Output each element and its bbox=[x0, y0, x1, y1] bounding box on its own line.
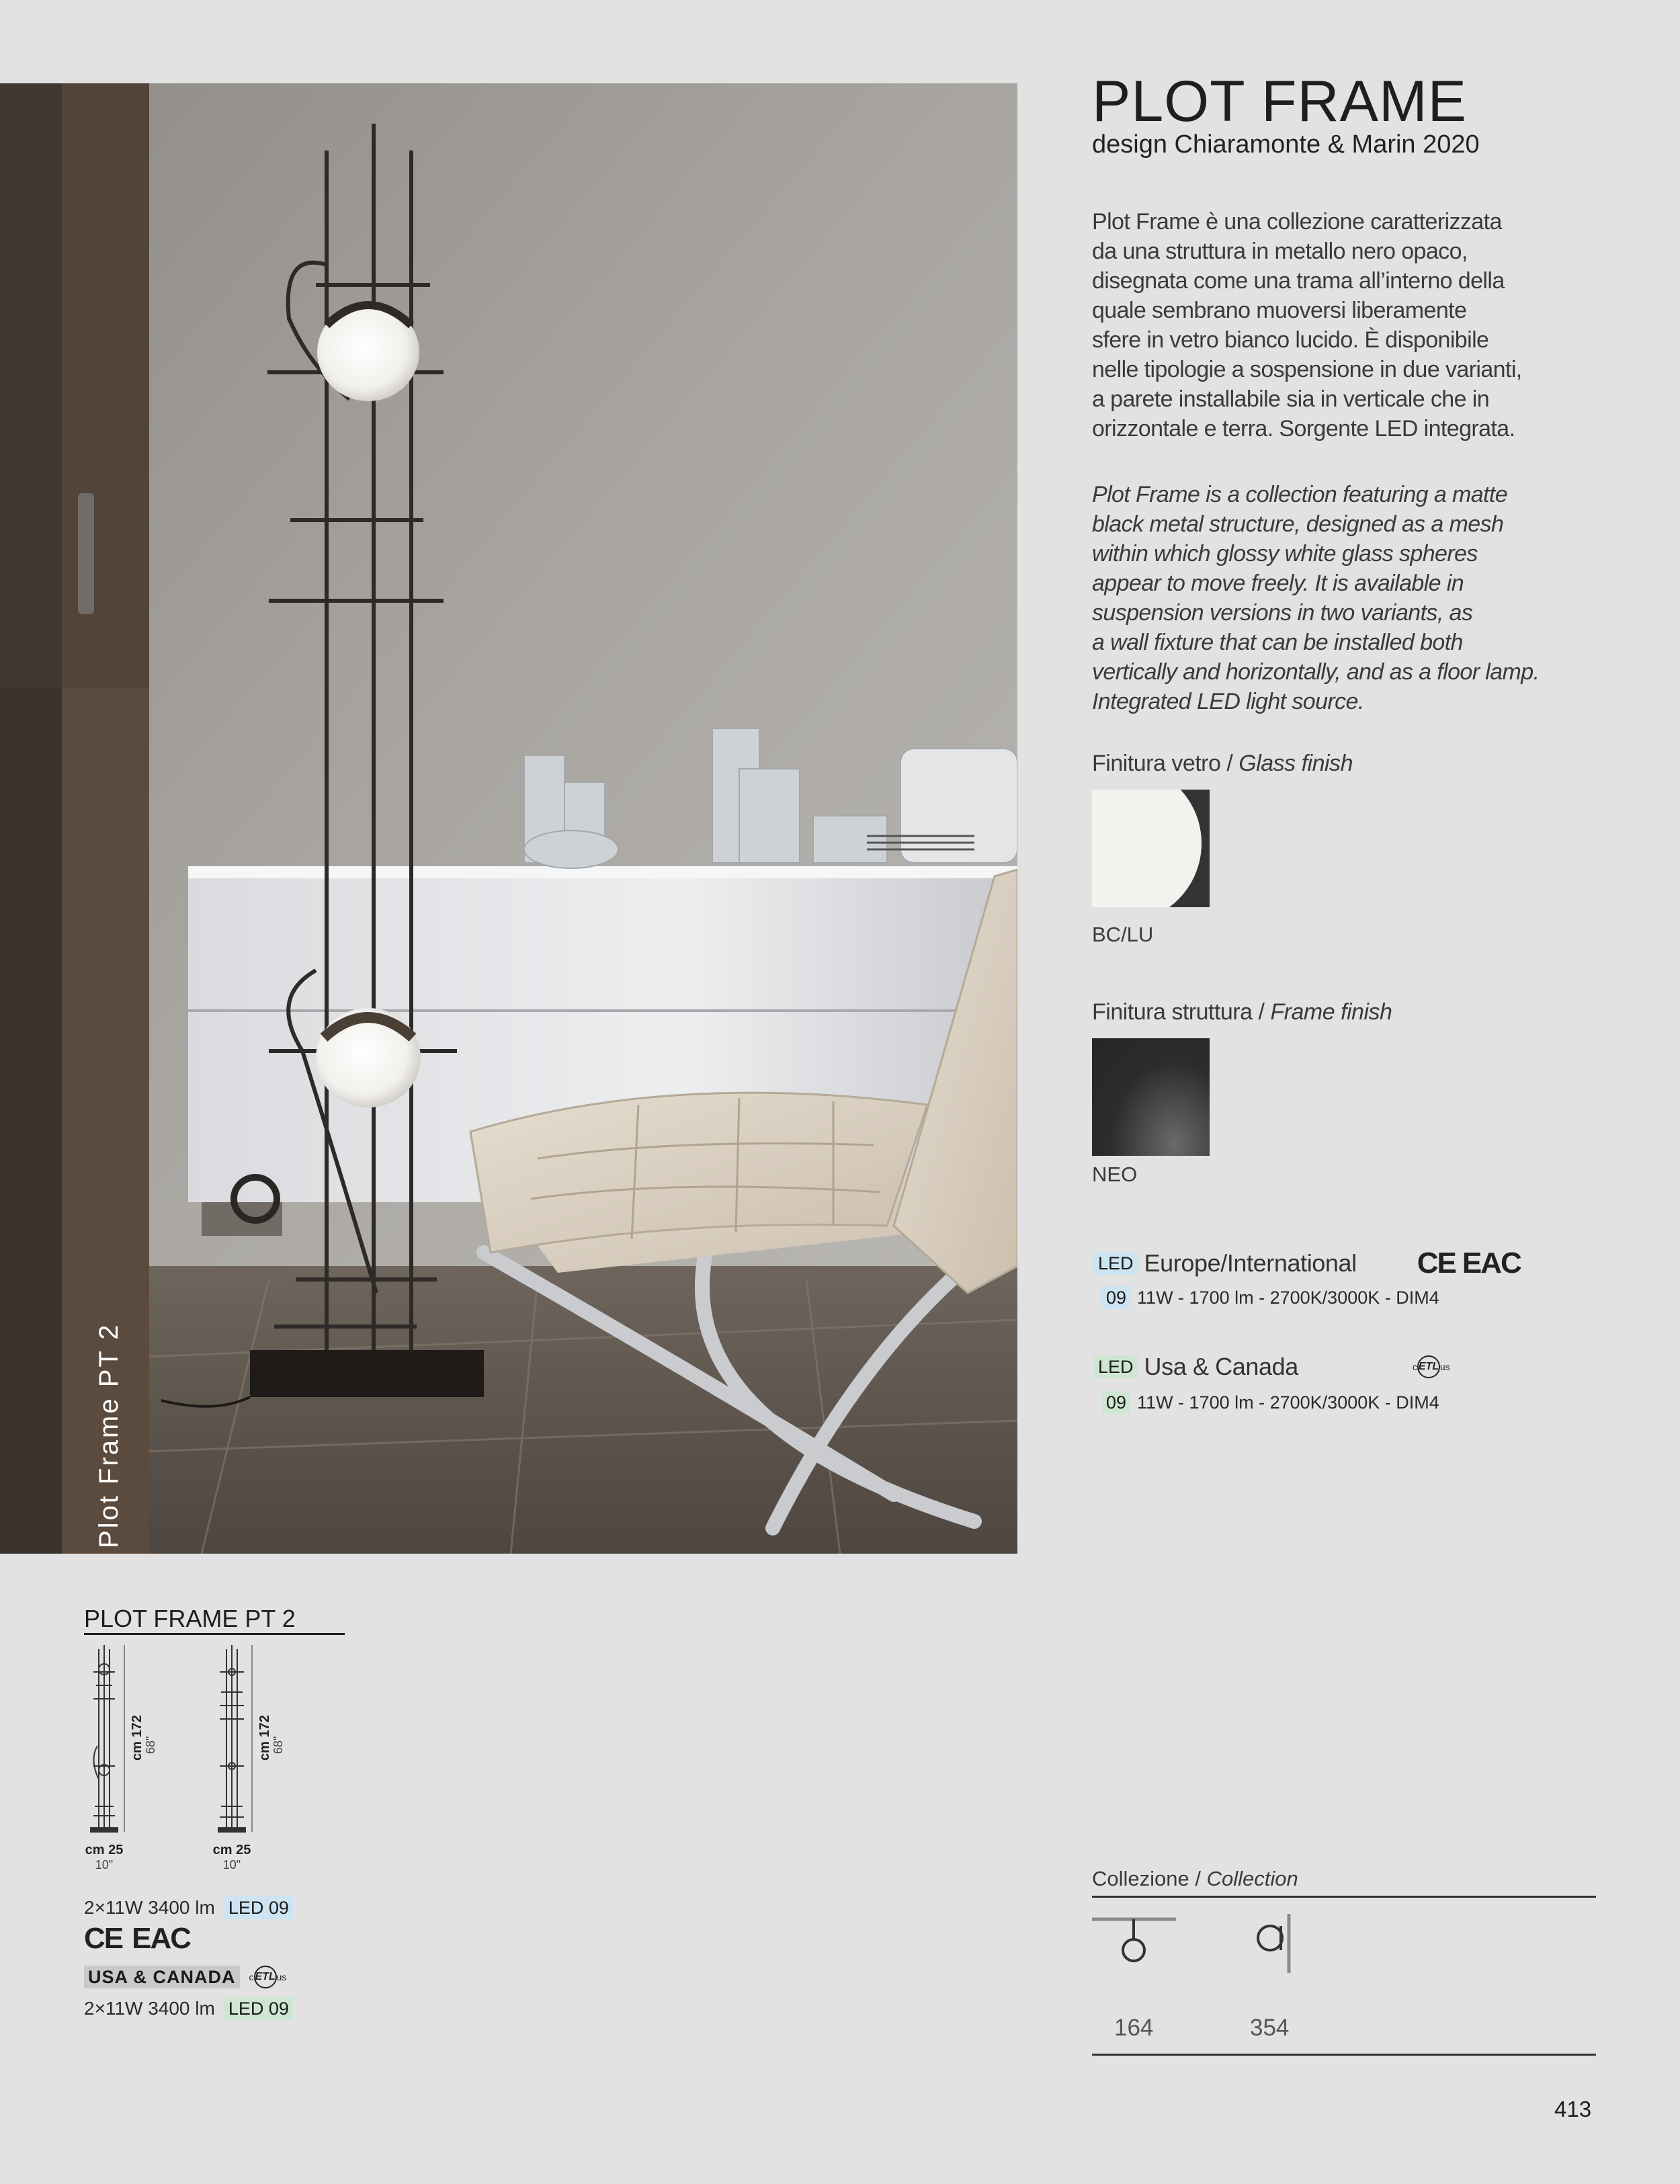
usa-canada-badge: USA & CANADA bbox=[84, 1966, 240, 1988]
etl-listed-icon: c ETL us bbox=[1413, 1355, 1450, 1378]
description-line: vertically and horizontally, and as a floor lamp. bbox=[1092, 659, 1540, 685]
led-europe-spec bbox=[1102, 1286, 1439, 1309]
ce-mark-icon: CE bbox=[1417, 1247, 1456, 1279]
led-europe-row bbox=[1094, 1247, 1521, 1280]
glass-finish-label: Finitura vetro / Glass finish bbox=[1092, 751, 1353, 776]
led-badge: LED 09 bbox=[224, 1896, 293, 1919]
etl-listed-icon: c ETL us bbox=[249, 1966, 287, 1988]
glass-finish-code: BC/LU bbox=[1092, 923, 1154, 946]
led-code-badge: 09 bbox=[1102, 1286, 1130, 1309]
wall-lamp-icon[interactable] bbox=[1250, 1914, 1304, 1974]
description-line: black metal structure, designed as a mesh bbox=[1092, 511, 1504, 537]
frame-finish-swatch[interactable] bbox=[1092, 1038, 1210, 1156]
collection-label: Collezione / Collection bbox=[1092, 1867, 1298, 1890]
eac-mark-icon: EAC bbox=[132, 1922, 191, 1955]
product-title-rule bbox=[84, 1633, 345, 1635]
description-line: Plot Frame è una collezione caratterizzata bbox=[1092, 209, 1502, 235]
frame-finish-code: NEO bbox=[1092, 1163, 1138, 1186]
description-italian bbox=[1092, 207, 1623, 444]
region-europe: Europe/International bbox=[1144, 1249, 1357, 1277]
description-line: Plot Frame is a collection featuring a matte bbox=[1092, 482, 1508, 507]
description-line: sfere in vetro bianco lucido. È disponibile bbox=[1092, 327, 1489, 353]
product-spec-usa-text: 2×11W 3400 lm bbox=[84, 1998, 215, 2019]
page-title: PLOT FRAME bbox=[1092, 69, 1467, 134]
product-title: PLOT FRAME PT 2 bbox=[84, 1605, 296, 1632]
description-line: suspension versions in two variants, as bbox=[1092, 600, 1473, 626]
collection-item-354[interactable]: 354 bbox=[1250, 2015, 1290, 2041]
front-width-dimension: cm 25 10" bbox=[85, 1843, 124, 1872]
led-usa-spec bbox=[1102, 1391, 1439, 1414]
glass-swatch-color bbox=[1092, 790, 1202, 907]
description-line: disegnata come una trama all’interno della bbox=[1092, 268, 1505, 294]
side-height-inches: 68" bbox=[271, 1736, 285, 1754]
glass-sphere-swatch-image bbox=[1092, 790, 1210, 907]
region-usa-canada: Usa & Canada bbox=[1144, 1353, 1298, 1380]
ce-mark-icon: CE bbox=[84, 1922, 123, 1955]
description-line: da una struttura in metallo nero opaco, bbox=[1092, 239, 1468, 264]
description-line: quale sembrano muoversi liberamente bbox=[1092, 298, 1467, 323]
product-spec-usa bbox=[84, 1997, 293, 2020]
description-line: nelle tipologie a sospensione in due varianti, bbox=[1092, 357, 1522, 382]
product-spec-eu bbox=[84, 1896, 293, 1919]
front-height-inches: 68" bbox=[144, 1736, 157, 1754]
eac-mark-icon: EAC bbox=[1462, 1247, 1521, 1279]
product-spec-eu-text: 2×11W 3400 lm bbox=[84, 1897, 215, 1918]
hero-photo bbox=[0, 83, 1017, 1554]
collection-item-164[interactable]: 164 bbox=[1114, 2015, 1154, 2041]
led-badge: LED bbox=[1094, 1355, 1138, 1378]
side-width-dimension: cm 25 10" bbox=[212, 1843, 251, 1872]
product-certifications bbox=[84, 1922, 190, 1956]
description-line: appear to move freely. It is available in bbox=[1092, 571, 1464, 596]
product-usa-row bbox=[84, 1966, 286, 1988]
led-usa-row bbox=[1094, 1353, 1450, 1381]
description-line: orizzontale e terra. Sorgente LED integrata. bbox=[1092, 416, 1515, 442]
designer-subtitle: design Chiaramonte & Marin 2020 bbox=[1092, 130, 1480, 159]
led-code-badge: 09 bbox=[1102, 1391, 1130, 1414]
description-line: a parete installabile sia in verticale che in bbox=[1092, 386, 1490, 412]
side-height-dimension: cm 172 bbox=[257, 1715, 272, 1761]
description-english bbox=[1092, 480, 1623, 716]
description-line: Integrated LED light source. bbox=[1092, 689, 1364, 714]
collection-bottom-rule bbox=[1092, 2054, 1596, 2056]
led-usa-spec-text: 11W - 1700 lm - 2700K/3000K - DIM4 bbox=[1137, 1392, 1439, 1413]
page-number: 413 bbox=[1554, 2097, 1592, 2122]
frame-finish-label: Finitura struttura / Frame finish bbox=[1092, 999, 1392, 1025]
led-europe-spec-text: 11W - 1700 lm - 2700K/3000K - DIM4 bbox=[1137, 1287, 1439, 1308]
hero-caption: Plot Frame PT 2 bbox=[94, 1322, 124, 1548]
led-badge: LED bbox=[1094, 1252, 1138, 1275]
description-line: within which glossy white glass spheres bbox=[1092, 541, 1478, 566]
led-badge: LED 09 bbox=[224, 1997, 293, 2020]
collection-top-rule bbox=[1092, 1896, 1596, 1898]
glass-finish-swatch[interactable] bbox=[1092, 790, 1210, 907]
front-height-dimension: cm 172 bbox=[130, 1715, 144, 1761]
description-line: a wall fixture that can be installed both bbox=[1092, 630, 1463, 655]
suspension-icon[interactable] bbox=[1092, 1914, 1186, 1968]
room-illustration bbox=[0, 83, 1017, 1554]
